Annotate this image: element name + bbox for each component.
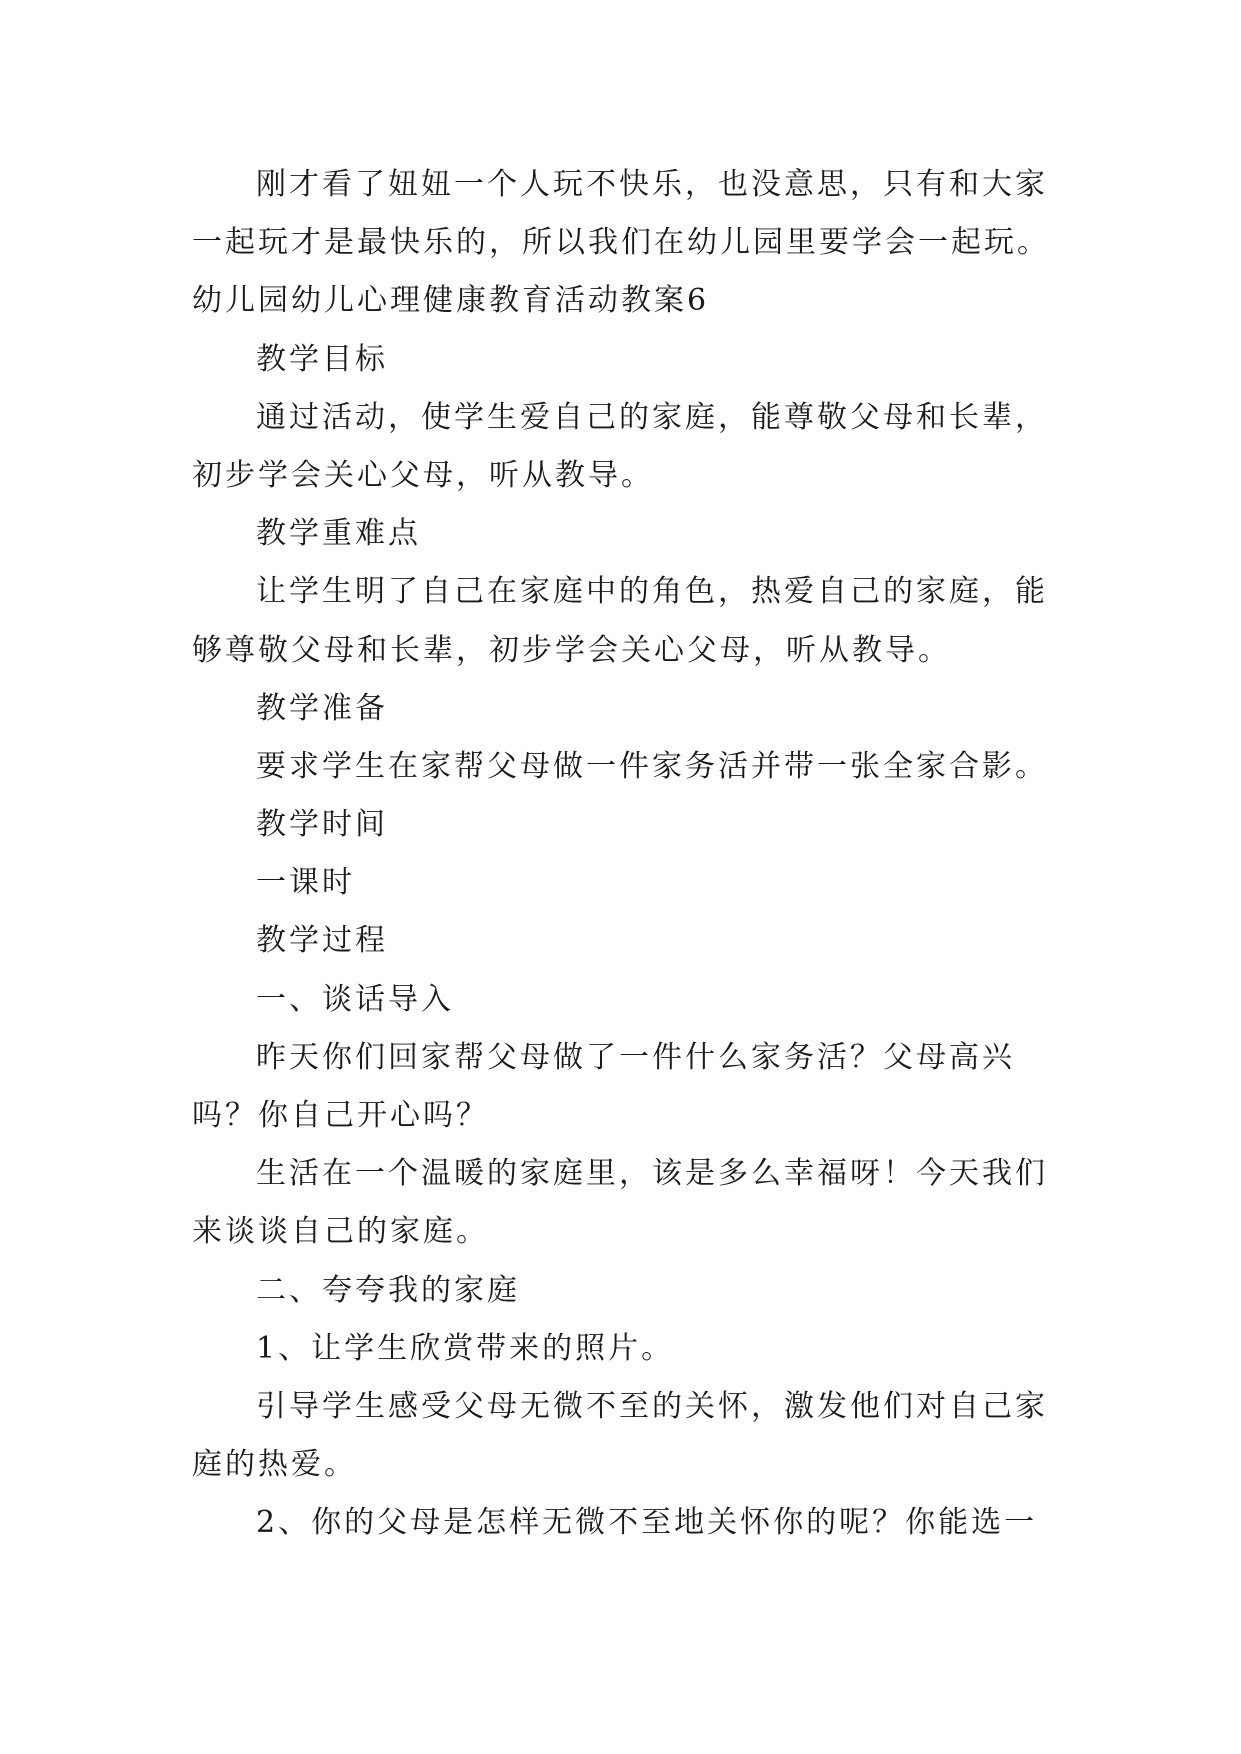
- paragraph-line: 一课时: [256, 865, 355, 901]
- paragraph-line: 初步学会关心父母，听从教导。: [192, 457, 654, 493]
- paragraph-line: 够尊敬父母和长辈，初步学会关心父母，听从教导。: [192, 632, 951, 668]
- paragraph-line: 来谈谈自己的家庭。: [192, 1214, 489, 1250]
- paragraph-line: 引导学生感受父母无微不至的关怀，激发他们对自己家: [256, 1388, 1048, 1424]
- subheading: 教学准备: [256, 690, 388, 726]
- paragraph-line: 刚才看了妞妞一个人玩不快乐，也没意思，只有和大家: [256, 167, 1048, 202]
- subheading: 二、夸夸我的家庭: [256, 1272, 520, 1308]
- paragraph-line: 一起玩才是最快乐的，所以我们在幼儿园里要学会一起玩。: [192, 225, 1050, 261]
- paragraph-line: 庭的热爱。: [192, 1447, 357, 1483]
- section-title: 幼儿园幼儿心理健康教育活动教案6: [192, 283, 710, 319]
- document-body: [192, 156, 1072, 1553]
- paragraph-line: 要求学生在家帮父母做一件家务活并带一张全家合影。: [256, 748, 1048, 784]
- list-item: 1、让学生欣赏带来的照片。: [256, 1330, 675, 1366]
- subheading: 教学过程: [256, 923, 388, 959]
- subheading: 教学重难点: [256, 516, 421, 552]
- paragraph-line: 生活在一个温暖的家庭里，该是多么幸福呀！今天我们: [256, 1156, 1048, 1192]
- subheading: 教学时间: [256, 807, 388, 843]
- paragraph-line: 让学生明了自己在家庭中的角色，热爱自己的家庭，能: [256, 574, 1048, 610]
- paragraph-line: 通过活动，使学生爱自己的家庭，能尊敬父母和长辈，: [256, 399, 1048, 435]
- paragraph-line: 吗？你自己开心吗？: [192, 1098, 489, 1133]
- list-item: 2、你的父母是怎样无微不至地关怀你的呢？你能选一: [256, 1505, 1038, 1541]
- subheading: 一、谈话导入: [256, 981, 454, 1017]
- paragraph-line: 昨天你们回家帮父母做了一件什么家务活？父母高兴: [256, 1039, 1015, 1075]
- subheading: 教学目标: [256, 341, 388, 377]
